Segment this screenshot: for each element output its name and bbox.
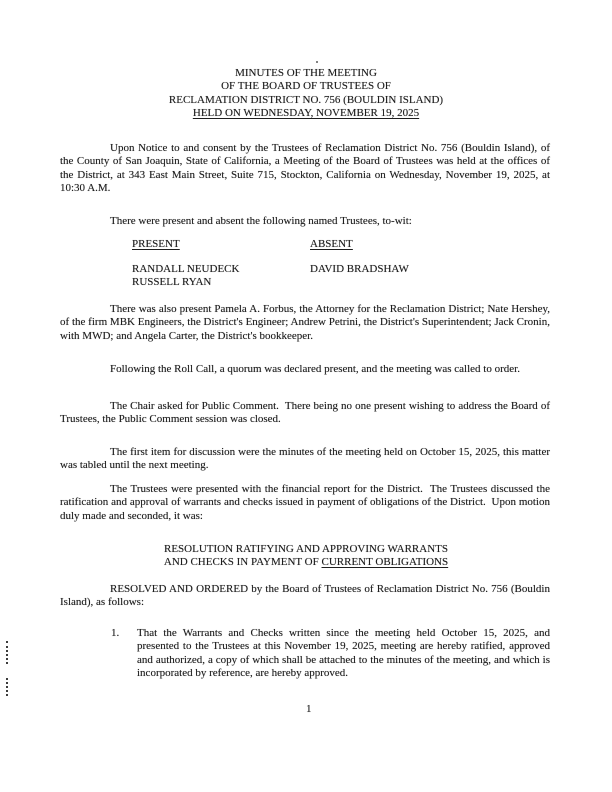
resolution-heading-line-2 (0, 556, 612, 569)
paragraph-also-present: There was also present Pamela A. Forbus, the Attorney for the Reclamation District; Nate Hershey, of the firm MBK Engineers, the District's Engineer; Andrew Petrini, the District's Superintendent; Jack Cronin, with MWD; and Angela Carter, the District's bookkeeper. (60, 303, 553, 342)
paragraph-resolved: RESOLVED AND ORDERED by the Board of Trustees of Reclamation District No. 756 (Bouldin Island), as follows: (60, 583, 553, 609)
scan-artifact-dotted-line (6, 641, 8, 664)
title-line-1: MINUTES OF THE MEETING (235, 67, 377, 79)
resolution-heading-line-2-prefix: AND CHECKS IN PAYMENT OF (163, 556, 322, 569)
scan-artifact-dotted-line (6, 678, 8, 696)
title-line-date: HELD ON WEDNESDAY, NOVEMBER 19, 2025 (192, 106, 420, 119)
paragraph-financial-report: The Trustees were presented with the financial report for the District. The Trustees discussed the ratification and approval of warrants and checks issued in payment of obligations of the District. Upon motion duly made and seconded, it was: (60, 483, 553, 522)
title-line-3: RECLAMATION DISTRICT NO. 756 (BOULDIN ISLAND) (168, 93, 444, 106)
paragraph-attendance-intro: There were present and absent the following named Trustees, to-wit: (110, 215, 412, 227)
scan-artifact-dot (316, 61, 318, 63)
list-item-text: That the Warrants and Checks written since the meeting held October 15, 2025, and presented to the Trustees at this November 19, 2025, meeting are hereby ratified, approved and authorized, a copy of which shall be attached to the minutes of the meeting, and which is incorporated by reference, are hereby approved. (137, 627, 553, 679)
trustee-name-absent: DAVID BRADSHAW (310, 263, 409, 275)
resolution-heading-line-1: RESOLUTION RATIFYING AND APPROVING WARRANTS (164, 543, 448, 555)
paragraph-first-item: The first item for discussion were the minutes of the meeting held on October 15, 2025, this matter was tabled until the next meeting. (60, 446, 553, 472)
document-title-block (0, 67, 612, 120)
list-item-number: 1. (111, 627, 120, 639)
paragraph-notice: Upon Notice to and consent by the Trustees of Reclamation District No. 756 (Bouldin Island), of the County of San Joaquin, State of California, a Meeting of the Board of Trustees was held at the offices of the District, at 343 East Main Street, Suite 715, Stockton, California on Wednesday, November 19, 2025, at 10:30 A.M. (60, 142, 553, 194)
paragraph-public-comment: The Chair asked for Public Comment. There being no one present wishing to address the Board of Trustees, the Public Comment session was closed. (60, 400, 553, 426)
present-label: PRESENT (132, 238, 180, 250)
resolution-heading-line-2-underlined: CURRENT OBLIGATIONS (321, 556, 449, 569)
absent-label: ABSENT (310, 238, 353, 250)
trustee-name-present: RUSSELL RYAN (132, 276, 212, 288)
paragraph-roll-call: Following the Roll Call, a quorum was declared present, and the meeting was called to order. (110, 363, 520, 375)
resolution-heading (0, 543, 612, 570)
trustee-name-present: RANDALL NEUDECK (132, 263, 240, 275)
page-number: 1 (306, 703, 312, 715)
title-line-2: OF THE BOARD OF TRUSTEES OF (221, 80, 391, 93)
